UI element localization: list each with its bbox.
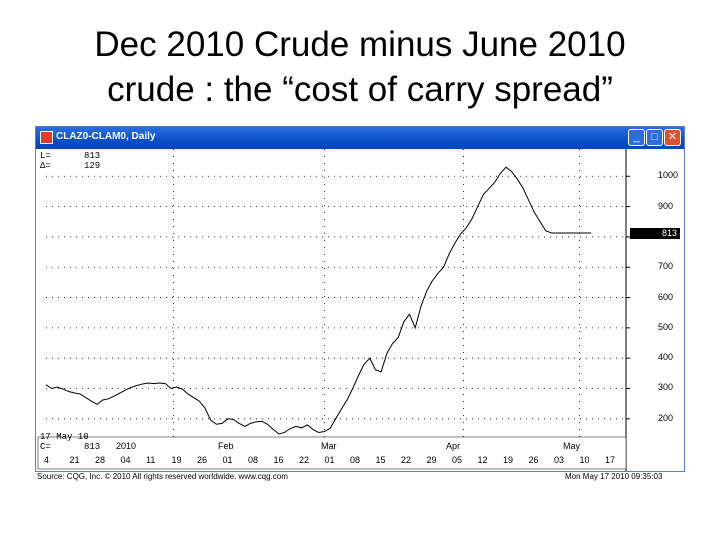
x-day-label: 21 — [69, 455, 80, 465]
y-tick-label-200: 200 — [658, 412, 674, 423]
x-month-label: Feb — [218, 441, 234, 451]
x-day-label: 08 — [350, 455, 361, 465]
x-axis-month-labels — [36, 441, 626, 453]
x-day-label: 05 — [452, 455, 463, 465]
y-tick-label-900: 900 — [658, 200, 674, 211]
chart-area[interactable] — [36, 149, 684, 471]
footer-source: Source: CQG, Inc. © 2010 All rights reserved worldwide. www.cqg.com — [37, 472, 288, 481]
x-day-label: 01 — [222, 455, 233, 465]
x-month-label: Mar — [321, 441, 337, 451]
chart-svg — [36, 149, 684, 471]
slide-title-line-1: Dec 2010 Crude minus June 2010 — [94, 25, 626, 64]
slide-title-line-2: crude : the “cost of carry spread” — [107, 70, 613, 109]
x-day-label: 03 — [554, 455, 565, 465]
info-date: 17 May 10 — [40, 432, 89, 442]
x-day-label: 19 — [171, 455, 182, 465]
footer-timestamp: Mon May 17 2010 09:35:03 — [565, 472, 663, 481]
x-day-label: 26 — [197, 455, 208, 465]
x-day-label: 01 — [324, 455, 335, 465]
header-last-label: L= — [40, 151, 51, 161]
close-icon[interactable]: ✕ — [664, 129, 681, 146]
x-month-label: 2010 — [116, 441, 137, 451]
x-day-label: 11 — [146, 455, 156, 465]
x-day-label: 19 — [503, 455, 514, 465]
y-tick-label-1000: 1000 — [658, 170, 679, 181]
window-title: CLAZ0-CLAM0, Daily — [56, 131, 156, 142]
x-day-label: 10 — [579, 455, 590, 465]
y-tick-label-400: 400 — [658, 352, 674, 363]
x-month-label: May — [563, 441, 581, 451]
x-day-label: 12 — [477, 455, 488, 465]
x-day-label: 22 — [299, 455, 310, 465]
x-axis-labels — [36, 455, 626, 469]
x-day-label: 04 — [120, 455, 131, 465]
spread-series-line — [46, 167, 591, 434]
header-last-value: 813 — [84, 151, 101, 161]
y-tick-label-500: 500 — [658, 321, 674, 332]
slide-title — [0, 22, 720, 112]
x-day-label: 4 — [44, 455, 50, 465]
y-tick-label-600: 600 — [658, 291, 674, 302]
y-tick-label-700: 700 — [658, 261, 674, 272]
window-titlebar[interactable] — [36, 127, 684, 149]
app-icon — [40, 131, 53, 144]
y-tick-label-300: 300 — [658, 382, 674, 393]
x-month-label: Apr — [446, 441, 461, 451]
info-close-value: 813 — [84, 442, 101, 452]
x-day-label: 16 — [273, 455, 284, 465]
x-day-label: 22 — [401, 455, 412, 465]
header-change-value: 129 — [84, 161, 101, 171]
header-change-label: Δ= — [40, 161, 51, 171]
minimize-icon[interactable]: _ — [628, 129, 645, 146]
chart-window[interactable] — [35, 126, 685, 472]
y-axis-labels — [658, 149, 684, 471]
x-day-label: 29 — [426, 455, 437, 465]
price-marker: 813 — [630, 228, 680, 239]
x-day-label: 28 — [95, 455, 106, 465]
x-day-label: 26 — [528, 455, 539, 465]
info-close-label: C= — [40, 442, 51, 452]
maximize-icon[interactable]: □ — [646, 129, 663, 146]
x-day-label: 08 — [248, 455, 259, 465]
x-day-label: 15 — [375, 455, 386, 465]
x-day-label: 17 — [605, 455, 616, 465]
